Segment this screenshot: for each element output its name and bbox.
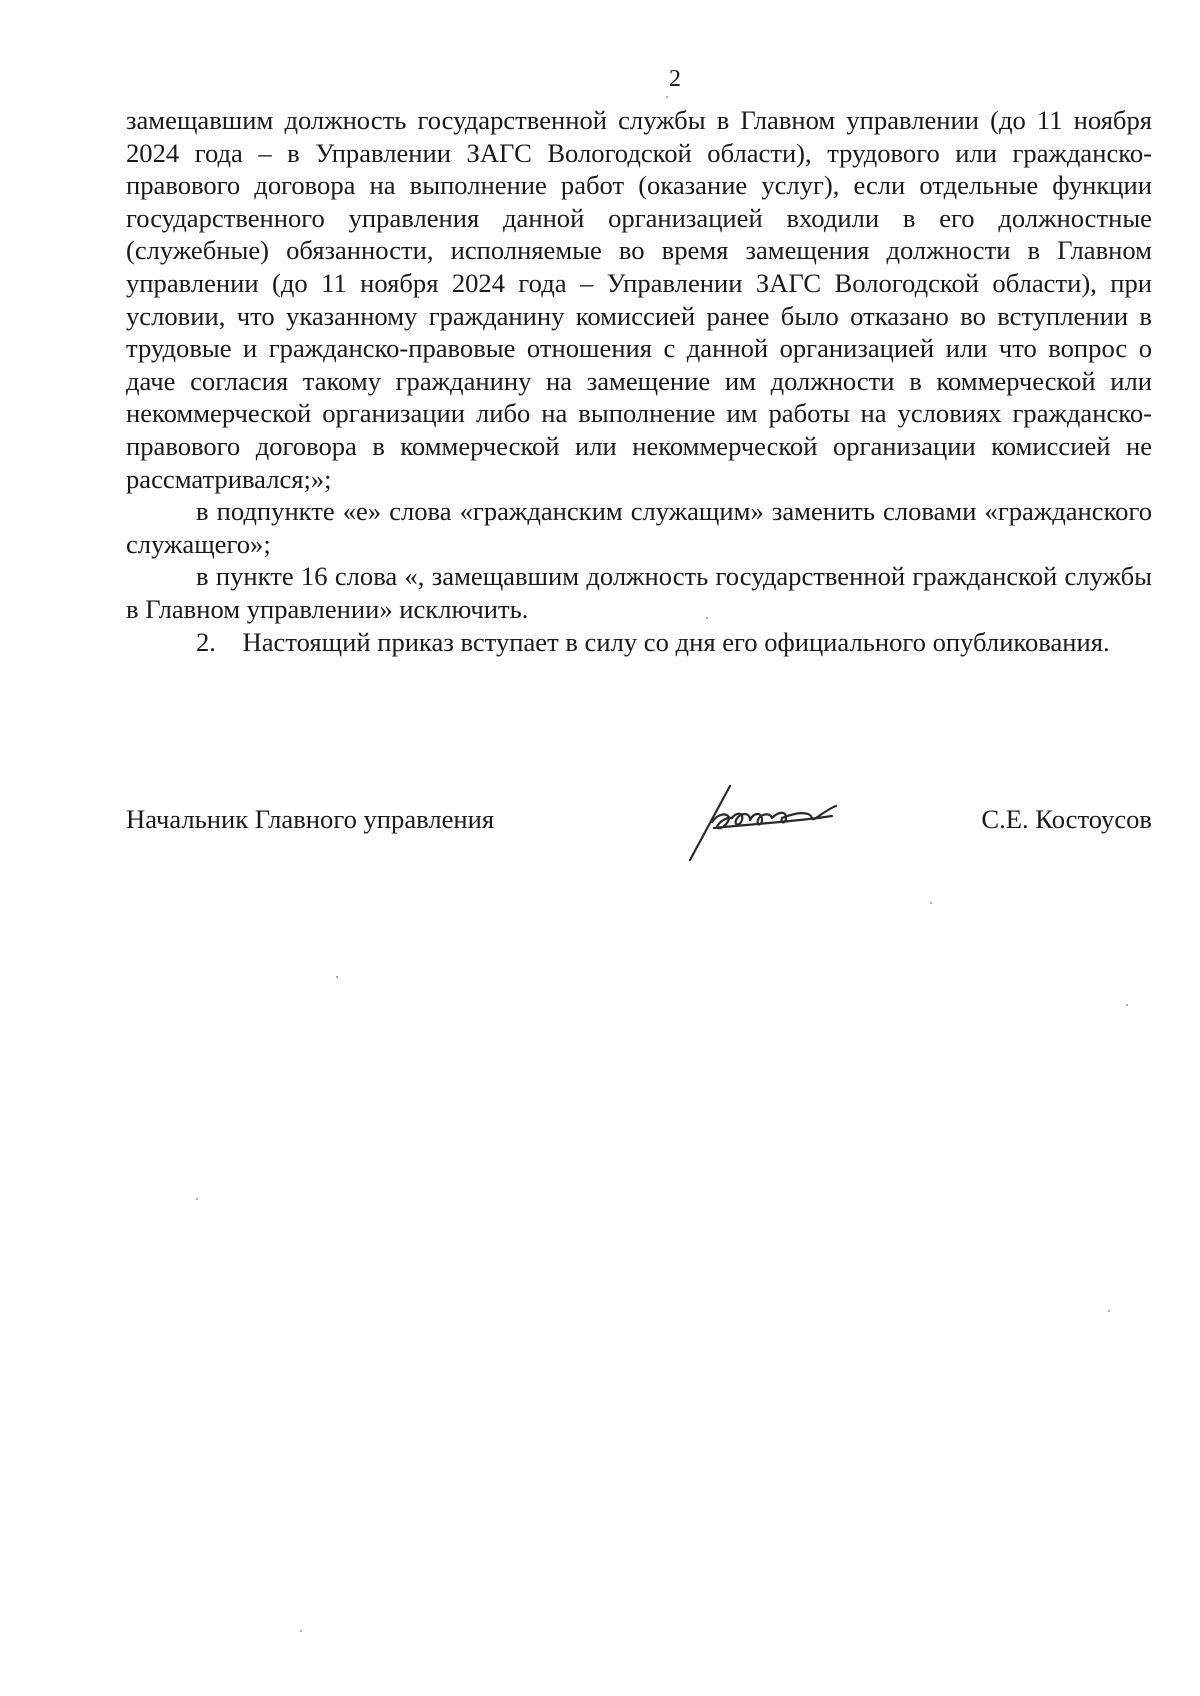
- scan-speck: [1126, 1004, 1128, 1006]
- paragraph-subpoint-e: в подпункте «е» слова «гражданским служащим» заменить словами «гражданского служащего»;: [126, 496, 1152, 559]
- page-number: 2: [669, 66, 681, 92]
- handwritten-signature-icon: [682, 778, 862, 864]
- signatory-name: С.Е. Костоусов: [981, 804, 1152, 834]
- document-body: [126, 104, 1152, 658]
- scan-speck: [196, 1198, 198, 1200]
- paragraph-point-16: в пункте 16 слова «, замещавшим должность государственной гражданской службы в Главном управлении» исключить.: [126, 561, 1152, 624]
- scan-speck: [300, 1630, 302, 1632]
- scan-speck: [1108, 1310, 1110, 1312]
- paragraph-item-2: 2. Настоящий приказ вступает в силу со дня его официального опубликования.: [196, 626, 1110, 657]
- signatory-position: Начальник Главного управления: [126, 804, 495, 834]
- scan-speck: [930, 902, 932, 904]
- paragraph-continuation: замещавшим должность государственной службы в Главном управлении (до 11 ноября 2024 года – в Управлении ЗАГС Вологодской области), трудового или гражданско-правового договора на выполнение работ (оказание услуг), если отдельные функции государственного управления данной организацией входили в его должностные (служебные) обязанности, исполняемые во время замещения должности в Главном управлении (до 11 ноября 2024 года – Управлении ЗАГС Вологодской области), при условии, что указанному гражданину комиссией ранее было отказано во вступлении в трудовые и гражданско-правовые отношения с данной организацией или что вопрос о даче согласия такому гражданину на замещение им должности в коммерческой или некоммерческой организации либо на выполнение им работы на условиях гражданско-правового договора в коммерческой или некоммерческой организации комиссией не рассматривался;»;: [126, 105, 1152, 494]
- scan-speck: [666, 96, 668, 98]
- signature-block: [126, 792, 1152, 862]
- scan-speck: [706, 617, 708, 619]
- scan-speck: [336, 976, 338, 978]
